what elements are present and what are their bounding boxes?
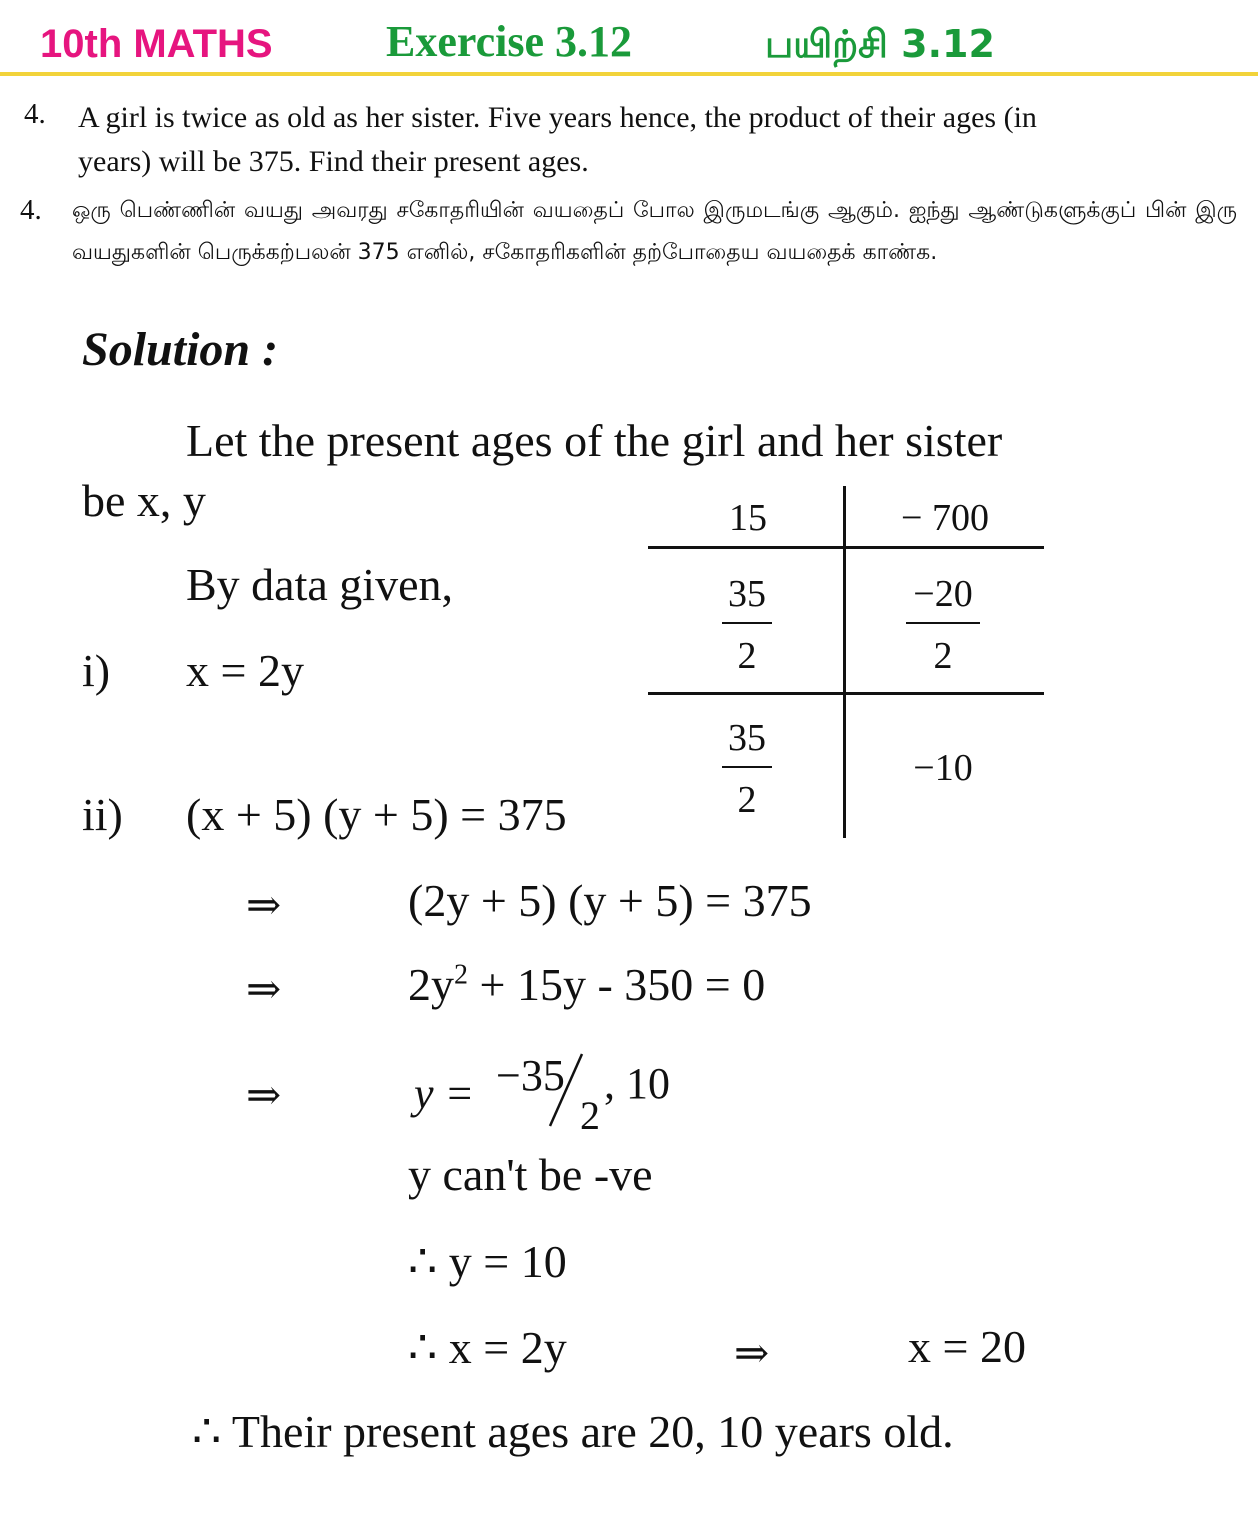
question-number: 4. xyxy=(24,98,46,130)
line3-prefix: y = xyxy=(414,1069,475,1118)
step-i-equation: x = 2y xyxy=(186,645,304,696)
intro-line1: Let the present ages of the girl and her sister xyxy=(186,415,1003,466)
line2-term: 2y xyxy=(408,959,454,1010)
table-r3c1-bar xyxy=(722,766,772,768)
solution-heading: Solution : xyxy=(82,323,279,376)
line3-suffix: , 10 xyxy=(604,1059,670,1108)
exercise-title-en: Exercise 3.12 xyxy=(386,17,633,66)
table-r2c1-den: 2 xyxy=(737,635,757,677)
table-r2c1-bar xyxy=(722,622,772,624)
table-r1c2: − 700 xyxy=(901,497,989,539)
table-r2c1-num: 35 xyxy=(728,573,766,615)
table-r3c2: −10 xyxy=(913,747,973,789)
table-line-1 xyxy=(648,546,1044,549)
line2-exponent: 2 xyxy=(454,959,468,991)
derivation-line3 xyxy=(414,1050,714,1140)
derivation-line4: y can't be -ve xyxy=(408,1149,653,1200)
exercise-title-ta: பயிற்சி 3.12 xyxy=(765,22,995,66)
table-line-2 xyxy=(648,692,1044,695)
question-text-ta: ஒரு பெண்ணின் வயது அவரது சகோதரியின் வயதைப் போல இருமடங்கு ஆகும். ஐந்து ஆண்டுகளுக்குப் பின் இரு வயதுகளின் பெருக்கற்பலன் 375 எனில், சகோதரிகளின் தற்போதைய வயதைக் காண்க. xyxy=(72,198,1237,265)
step-ii-equation: (x + 5) (y + 5) = 375 xyxy=(186,789,567,840)
question-text-line1: A girl is twice as old as her sister. Five years hence, the product of their ages (in xyxy=(78,101,1037,134)
table-r2c2-bar xyxy=(906,622,980,624)
implies-arrow-3: ⇒ xyxy=(246,1073,282,1119)
intro-line2: be x, y xyxy=(82,475,206,526)
by-data-given: By data given, xyxy=(186,559,453,610)
question-text-line2: years) will be 375. Find their present ages. xyxy=(78,145,589,178)
implies-arrow-2: ⇒ xyxy=(246,967,282,1013)
table-vertical-line xyxy=(843,486,846,838)
derivation-line6-result: x = 20 xyxy=(908,1321,1026,1372)
derivation-line1: (2y + 5) (y + 5) = 375 xyxy=(408,875,812,926)
line2-rest: + 15y - 350 = 0 xyxy=(468,959,766,1010)
derivation-line5: ∴ y = 10 xyxy=(408,1236,567,1287)
table-r2c2-num: −20 xyxy=(913,573,973,615)
table-r1c1: 15 xyxy=(729,497,767,539)
table-r3c1-num: 35 xyxy=(728,717,766,759)
table-r2c2-den: 2 xyxy=(933,635,953,677)
subject-title: 10th MATHS xyxy=(40,22,273,66)
question-number-ta: 4. xyxy=(20,194,42,226)
step-i-label: i) xyxy=(82,645,111,696)
table-r3c1-den: 2 xyxy=(737,779,757,821)
implies-arrow-1: ⇒ xyxy=(246,883,282,929)
derivation-line6: ∴ x = 2y xyxy=(408,1322,567,1373)
implies-arrow-4: ⇒ xyxy=(734,1331,770,1377)
conclusion: ∴ Their present ages are 20, 10 years old. xyxy=(192,1406,954,1457)
header-divider xyxy=(0,72,1258,76)
line3-denominator: 2 xyxy=(580,1093,600,1138)
derivation-line2 xyxy=(408,958,765,1011)
step-ii-label: ii) xyxy=(82,789,123,840)
line3-numerator: −35 xyxy=(496,1051,565,1100)
